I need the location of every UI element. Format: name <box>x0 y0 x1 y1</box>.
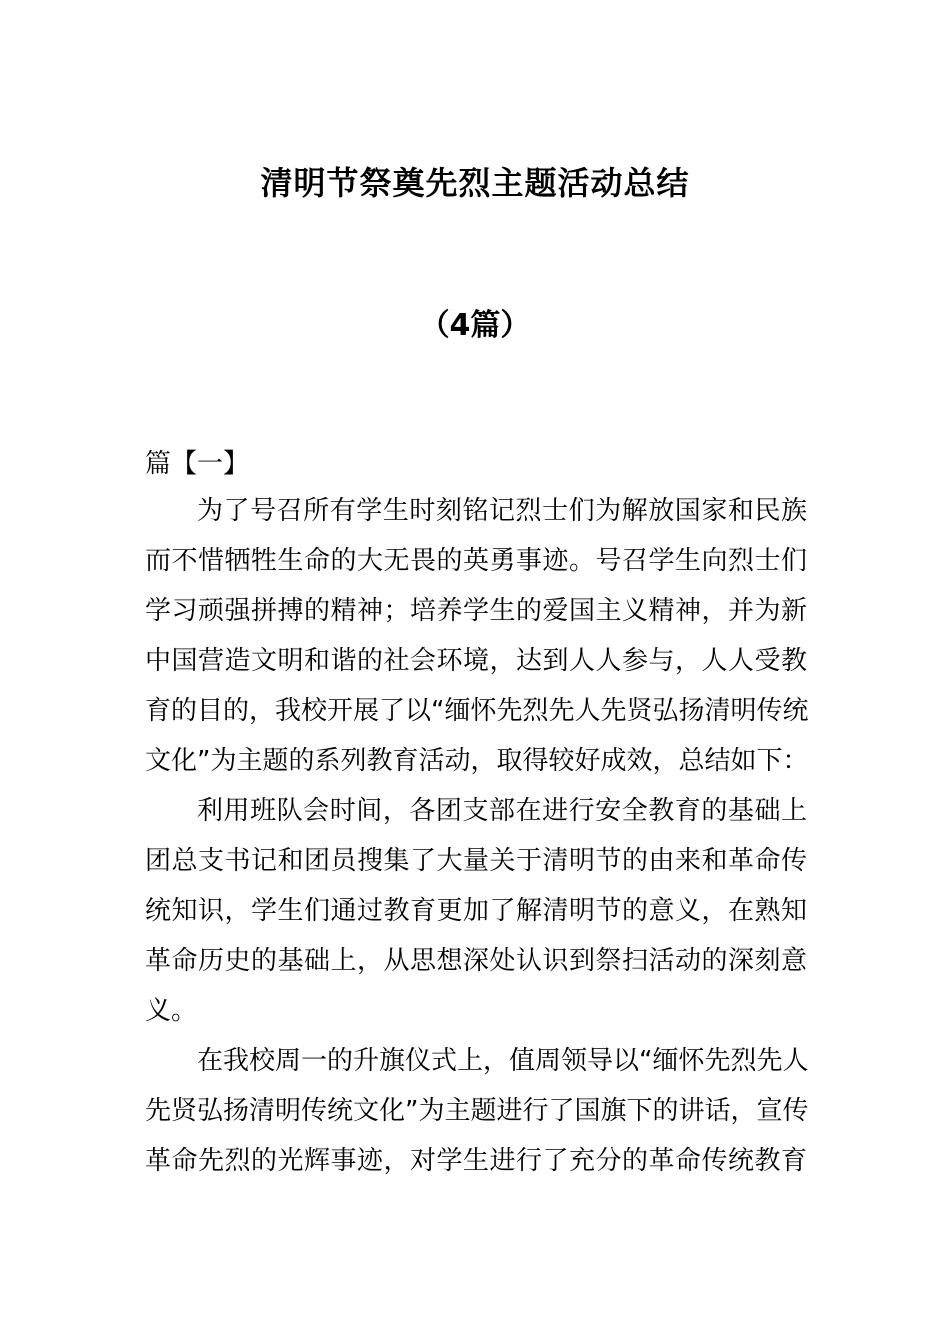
document-body <box>145 486 807 1186</box>
text-line: 革命先烈的光辉事迹，对学生进行了充分的革命传统教育 <box>145 1146 807 1176</box>
text-line: 为了号召所有学生时刻铭记烈士们为解放国家和民族 <box>197 496 807 526</box>
text-line: 革命历史的基础上，从思想深处认识到祭扫活动的深刻意 <box>145 946 807 976</box>
text-line: 中国营造文明和谐的社会环境，达到人人参与，人人受教 <box>145 646 807 676</box>
text-line: 而不惜牺牲生命的大无畏的英勇事迹。号召学生向烈士们 <box>145 546 807 576</box>
section-heading: 篇【一】 <box>145 449 250 479</box>
text-line: 统知识，学生们通过教育更加了解清明节的意义，在熟知 <box>145 896 807 926</box>
document-subtitle: （4篇） <box>419 308 531 343</box>
text-line: 在我校周一的升旗仪式上，值周领导以“缅怀先烈先人 <box>197 1046 809 1076</box>
text-line: 育的目的，我校开展了以“缅怀先烈先人先贤弘扬清明传统 <box>145 696 809 726</box>
text-line: 利用班队会时间，各团支部在进行安全教育的基础上 <box>197 796 807 826</box>
paragraph <box>145 786 807 1036</box>
paragraph <box>145 486 807 786</box>
text-line: 文化”为主题的系列教育活动，取得较好成效，总结如下： <box>145 746 809 776</box>
paragraph <box>145 1036 807 1186</box>
text-line: 先贤弘扬清明传统文化”为主题进行了国旗下的讲话，宣传 <box>145 1096 809 1126</box>
text-line: 学习顽强拼搏的精神；培养学生的爱国主义精神，并为新 <box>145 596 807 626</box>
text-line: 义。 <box>145 996 198 1026</box>
document-title: 清明节祭奠先烈主题活动总结 <box>260 164 690 202</box>
text-line: 团总支书记和团员搜集了大量关于清明节的由来和革命传 <box>145 846 807 876</box>
